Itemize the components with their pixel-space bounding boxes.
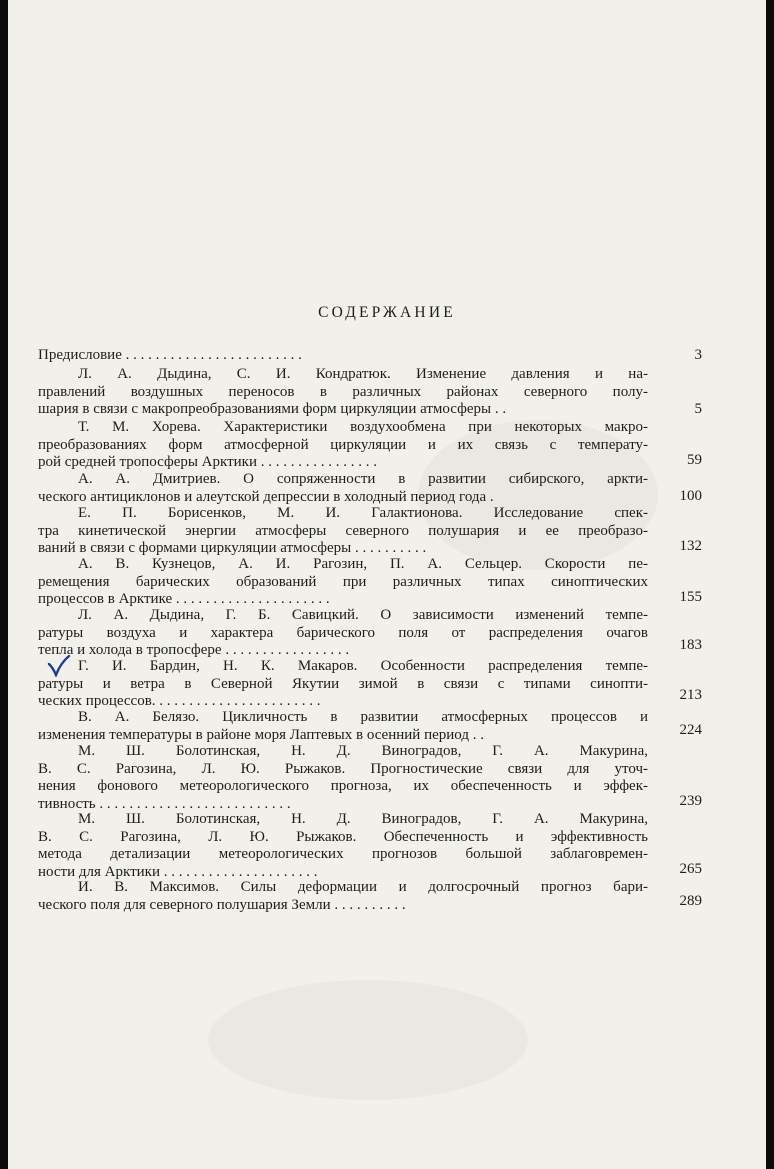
toc-line: Л. А. Дыдина, С. И. Кондратюк. Изменение давления и на-: [78, 366, 648, 382]
toc-entry: [38, 709, 648, 744]
toc-entry: [38, 811, 648, 881]
toc-entry: [38, 743, 648, 813]
toc-line: ческого поля для северного полушария Земли . . . . . . . . . .: [38, 896, 406, 913]
toc-page-number: 183: [679, 637, 702, 653]
toc-line: В. А. Белязо. Цикличность в развитии атмосферных процессов и: [78, 709, 648, 725]
toc-line: тепла и холода в тропосфере . . . . . . . . . . . . . . . . .: [38, 642, 350, 658]
toc-line: ваний в связи с формами циркуляции атмосферы . . . . . . . . . .: [38, 540, 427, 556]
toc-page-number: 3: [694, 347, 702, 363]
toc-line: ческого антициклонов и алеутской депрессии в холодный период года .: [38, 488, 494, 505]
toc-line: В. С. Рагозина, Л. Ю. Рыжаков. Обеспеченность и эффективность: [38, 828, 648, 845]
toc-entry: [38, 419, 648, 472]
toc-line: ности для Арктики . . . . . . . . . . . . . . . . . . . . .: [38, 863, 318, 880]
toc-page-number: 155: [679, 589, 702, 605]
toc-line: изменения температуры в районе моря Лаптевых в осенний период . .: [38, 726, 484, 743]
toc-line: ческих процессов. . . . . . . . . . . . . . . . . . . . . . .: [38, 693, 321, 709]
toc-page-number: 5: [694, 401, 702, 417]
toc-page-number: 132: [679, 538, 702, 554]
toc-line: Предисловие . . . . . . . . . . . . . . . . . . . . . . . .: [38, 347, 302, 363]
toc-line: В. С. Рагозина, Л. Ю. Рыжаков. Прогностические связи для уточ-: [38, 760, 648, 777]
toc-line: ремещения барических образований при различных типах синоптических: [38, 573, 648, 590]
toc-page-number: 289: [679, 893, 702, 909]
toc-line: Е. П. Борисенков, М. И. Галактионова. Исследование спек-: [78, 505, 648, 521]
toc-page-number: 239: [679, 793, 702, 809]
toc-page-number: 265: [679, 861, 702, 877]
toc-line: правлений воздушных переносов в различных районах северного полу-: [38, 383, 648, 400]
toc-line: М. Ш. Болотинская, Н. Д. Виноградов, Г. А. Макурина,: [78, 743, 648, 759]
toc-entry: [38, 505, 648, 558]
toc-line: тивность . . . . . . . . . . . . . . . . . . . . . . . . . .: [38, 795, 291, 812]
toc-page-number: 100: [679, 488, 702, 504]
toc-entry: [38, 366, 648, 419]
toc-line: А. В. Кузнецов, А. И. Рагозин, П. А. Сельцер. Скорости пе-: [78, 556, 648, 572]
toc-page-number: 59: [687, 452, 702, 468]
toc-line: шария в связи с макропреобразованиями форм циркуляции атмосферы . .: [38, 401, 507, 417]
toc-entry: [38, 879, 648, 914]
toc-line: тра кинетической энергии атмосферы северного полушария и ее преобразо-: [38, 522, 648, 539]
book-page: [8, 0, 766, 1169]
toc-entry: [38, 556, 648, 609]
toc-page-number: 213: [679, 687, 702, 703]
toc-entry: [38, 607, 648, 660]
toc-line: Т. М. Хорева. Характеристики воздухообмена при некоторых макро-: [78, 419, 648, 435]
page-title: СОДЕРЖАНИЕ: [318, 304, 456, 321]
toc-line: нения фонового метеорологического прогноза, их обеспеченность и эффек-: [38, 778, 648, 794]
toc-line: преобразованиях форм атмосферной циркуляции и их связь с температу-: [38, 436, 648, 453]
toc-line: Л. А. Дыдина, Г. Б. Савицкий. О зависимости изменений темпе-: [78, 607, 648, 623]
toc-line: процессов в Арктике . . . . . . . . . . . . . . . . . . . . .: [38, 591, 330, 607]
toc-entry: [38, 347, 648, 365]
table-of-contents: [8, 0, 766, 1169]
toc-line: рой средней тропосферы Арктики . . . . . . . . . . . . . . . .: [38, 454, 377, 470]
toc-page-number: 224: [679, 722, 702, 738]
toc-line: метода детализации метеорологических прогнозов большой заблаговремен-: [38, 846, 648, 862]
toc-entry: [38, 658, 648, 711]
toc-line: А. А. Дмитриев. О сопряженности в развитии сибирского, аркти-: [78, 471, 648, 487]
toc-line: ратуры и ветра в Северной Якутии зимой в связи с типами синопти-: [38, 675, 648, 692]
toc-entry: [38, 471, 648, 506]
toc-line: М. Ш. Болотинская, Н. Д. Виноградов, Г. А. Макурина,: [78, 811, 648, 827]
toc-line: И. В. Максимов. Силы деформации и долгосрочный прогноз бари-: [78, 879, 648, 895]
toc-line: ратуры воздуха и характера барического поля от распределения очагов: [38, 624, 648, 641]
toc-line: Г. И. Бардин, Н. К. Макаров. Особенности распределения темпе-: [78, 658, 648, 674]
